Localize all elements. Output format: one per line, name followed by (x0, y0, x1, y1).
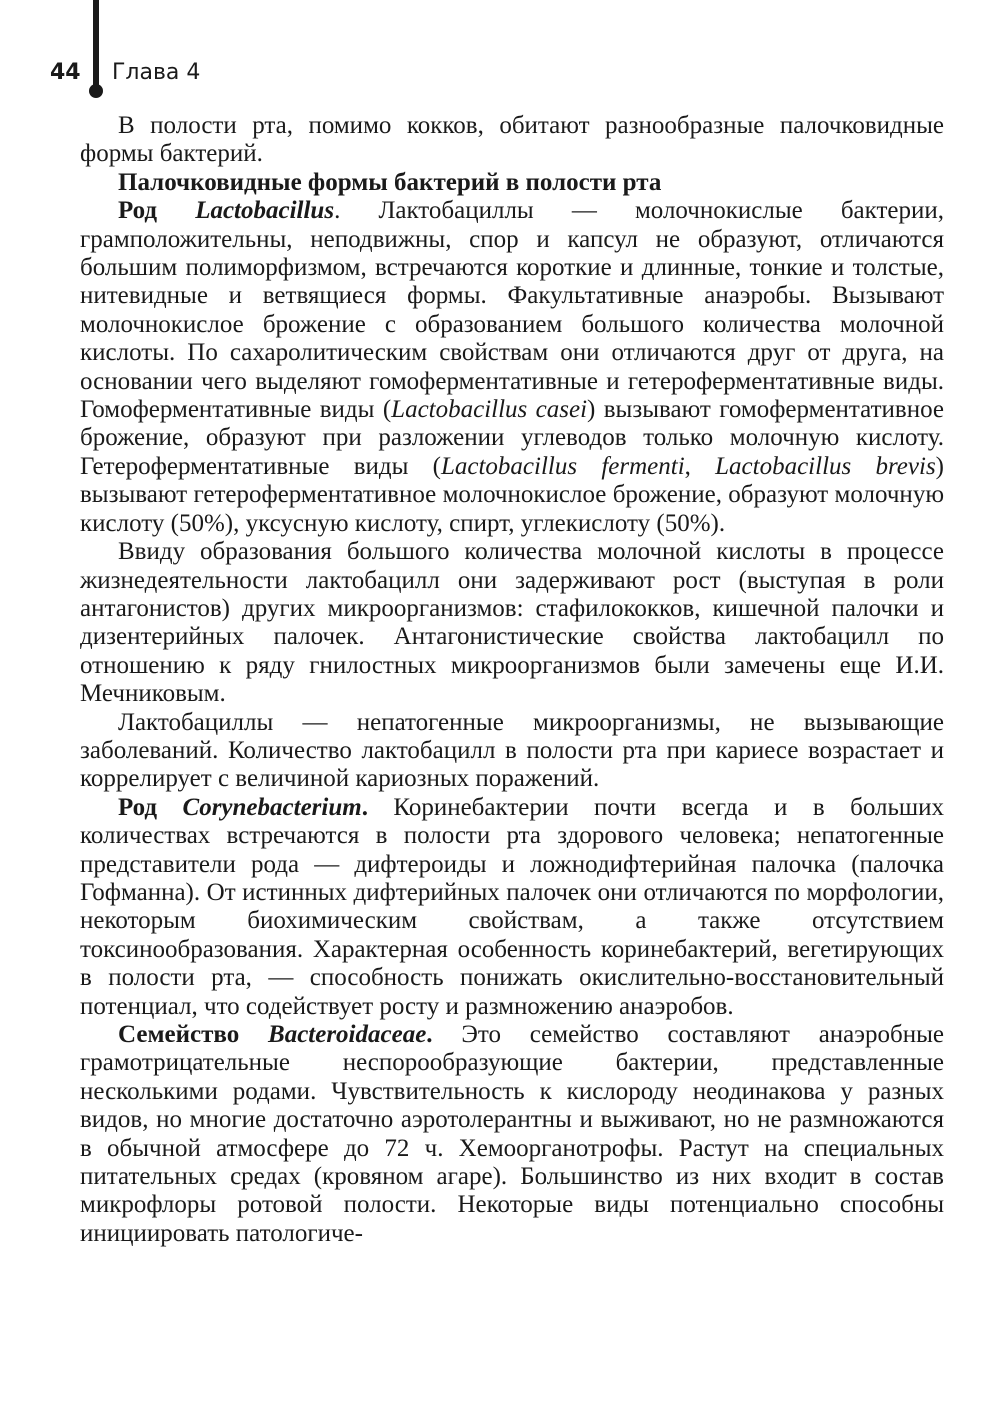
page-number: 44 (50, 60, 81, 85)
chapter-title: Глава 4 (112, 60, 201, 85)
paragraph-corynebacterium (80, 794, 944, 1021)
species-name: Lactobacillus fermenti (440, 452, 685, 480)
section-heading: Палочковидные формы бактерий в полости рта (118, 168, 662, 196)
lead-period: . (361, 793, 368, 821)
paragraph-text: Это семейство составляют анаэробные грамотрицательные неспорообразующие бактерии, представленные несколькими родами. Чувствительность к кислороду неодинакова у разных видов, но многие достаточно аэротолерантны и выживают, но не размножаются в обычной атмосфере до 72 ч. Хемоорганотрофы. Растут на специальных питательных средах (кровяном агаре). Большинство из них входит в состав микрофлоры ротовой полости. Некоторые виды потенциально способны инициировать патологиче- (80, 1021, 944, 1247)
paragraph-text: , (684, 452, 716, 480)
paragraph-nonpathogenic: Лактобациллы — непатогенные микроорганизмы, не вызывающие заболеваний. Количество лактобацилл в полости рта при кариесе возрастает и коррелирует с величиной кариозных поражений. (80, 708, 944, 793)
family-lead-label: Семейство (118, 1021, 269, 1048)
species-name: Lactobacillus casei (391, 396, 588, 424)
paragraph-bacteroidaceae (80, 1021, 944, 1248)
paragraph-lactobacillus (80, 197, 944, 538)
paragraph-intro: В полости рта, помимо кокков, обитают разнообразные палочковидные формы бактерий. (80, 112, 944, 168)
genus-lead-label: Род (118, 793, 183, 821)
genus-name-lactobacillus: Lactobacillus (195, 197, 335, 225)
paragraph-text: ) вызывают гомоферментативное брожение, образуют при разложении углеводов только молочную кислоту. Гетероферментативные виды ( (80, 396, 944, 480)
paragraph-text: . Лактобациллы — молочнокислые бактерии, грамположительны, неподвижны, спор и капсул не образуют, отличаются большим полиморфизмом, встречаются короткие и длинные, тонкие и толстые, нитевидные и ветвящиеся формы. Факультативные анаэробы. Вызывают молочнокислое брожение с образованием большого количества молочной кислоты. По сахаролитическим свойствам они отличаются друг от друга, на основании чего выделяют гомоферментативные и гетероферментативные виды. Гомоферментативные виды ( (80, 197, 944, 424)
header-vertical-rule (93, 0, 99, 96)
header-bullet-dot (89, 84, 103, 98)
paragraph-antagonism: Ввиду образования большого количества молочной кислоты в процессе жизнедеятельности лактобацилл они задерживают рост (выступая в роли антагонистов) других микроорганизмов: стафилококков, кишечной палочки и дизентерийных палочек. Антагонистические свойства лактобацилл по отношению к ряду гнилостных микроорганизмов были замечены еще И.И. Мечниковым. (80, 538, 944, 708)
species-name: Lactobacillus brevis (715, 452, 936, 480)
family-name-bacteroidaceae: Bacteroidaceae (268, 1021, 427, 1048)
genus-lead-label: Род (118, 197, 196, 225)
genus-name-corynebacterium: Corynebacterium (182, 793, 362, 821)
lead-period: . (426, 1021, 433, 1048)
page-header (0, 0, 1000, 110)
paragraph-text: Коринебактерии почти всегда и в больших количествах встречаются в полости рта здорового человека; непатогенные представители рода — дифтероиды и ложнодифтерийная палочка (палочка Гофманна). От истинных дифтерийных палочек они отличаются по морфологии, некоторым биохимическим свойствам, а также отсутствием токсинообразования. Характерная особенность коринебактерий, вегетирующих в полости рта, — способность понижать окислительно-восстановительный потенциал, что содействует росту и размножению анаэробов. (80, 793, 944, 1020)
paragraph-text: ) вызывают гетероферментативное молочнокислое брожение, образуют молочную кислоту (50%), уксусную кислоту, спирт, углекислоту (50%). (80, 452, 944, 537)
body-text (80, 112, 944, 1248)
